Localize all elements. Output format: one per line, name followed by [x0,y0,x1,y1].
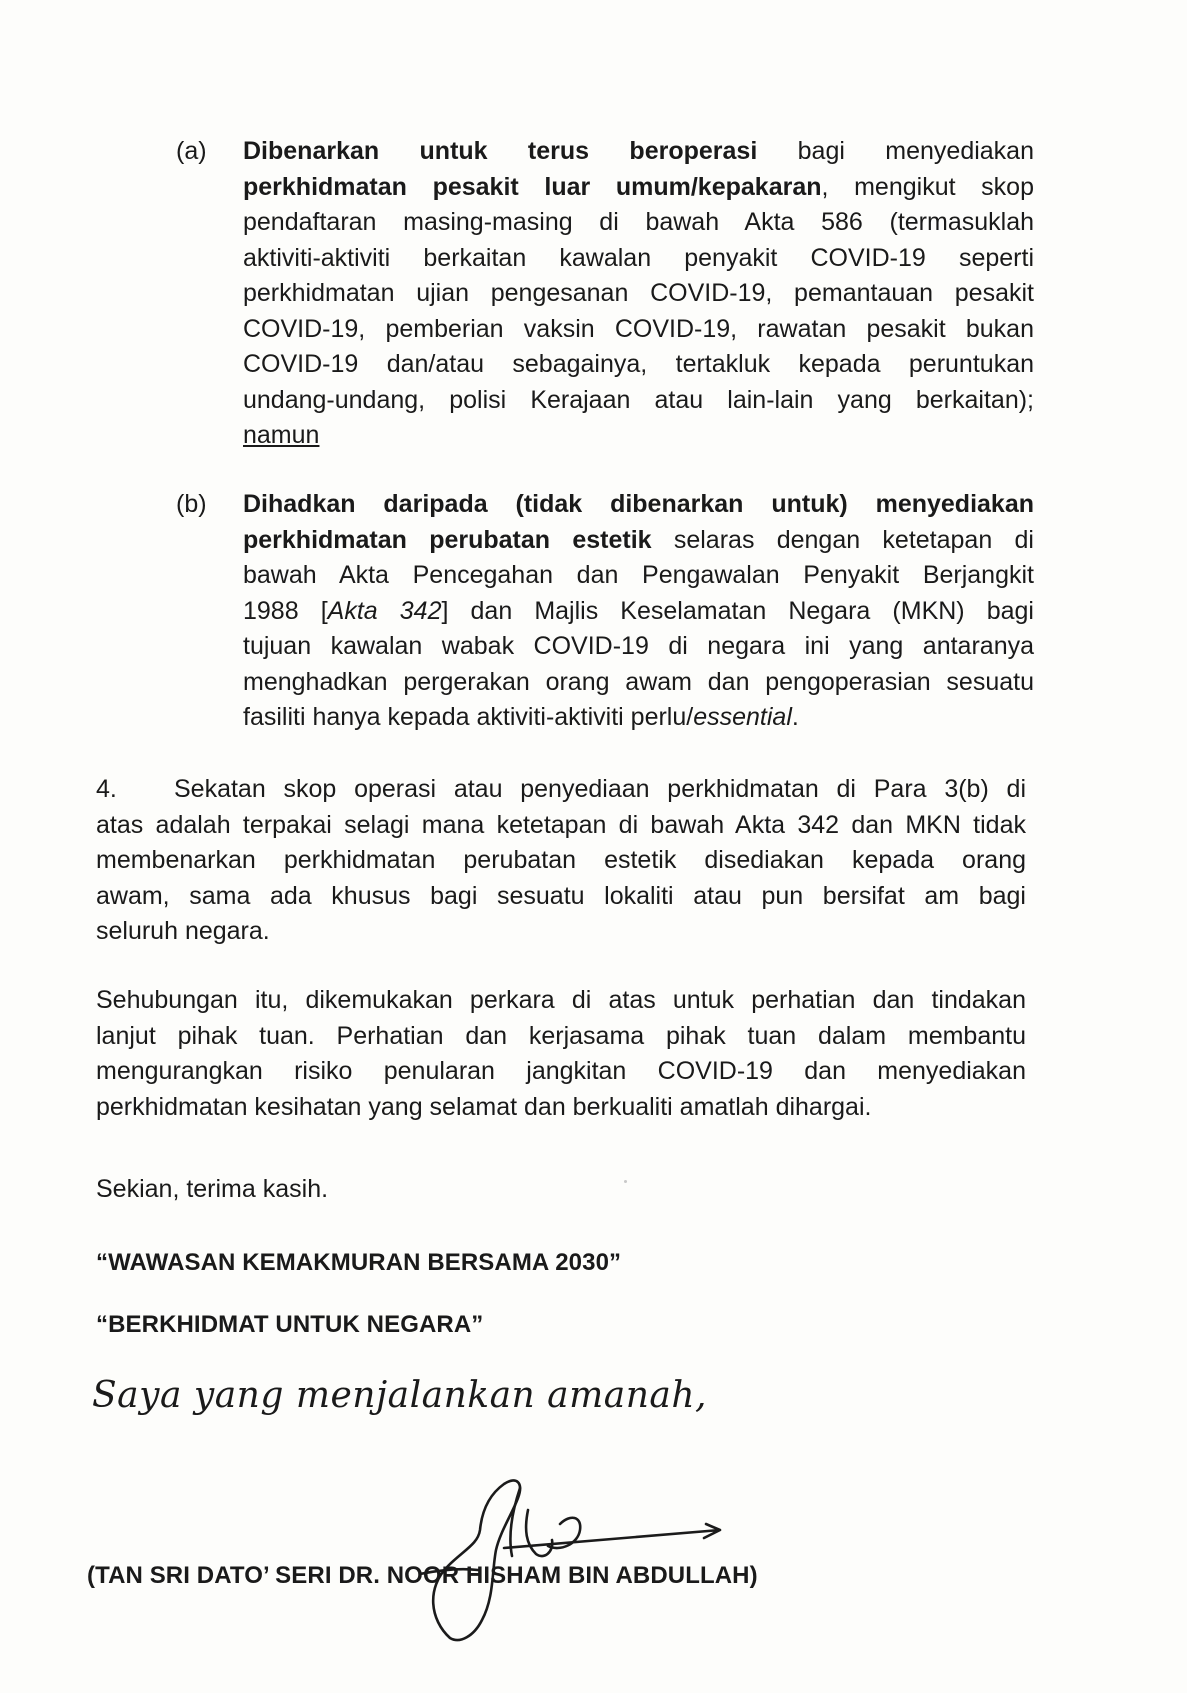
closing-paragraph-line: lanjut pihak tuan. Perhatian dan kerjasama pihak tuan dalam membantu [96,1021,1026,1050]
sub-item-a-label: (a) [176,137,207,165]
text-line: perkhidmatan perubatan estetik selaras dengan ketetapan di [243,525,1034,554]
paragraph-4-line: seluruh negara. [96,917,270,945]
sub-item-b-label: (b) [176,490,207,518]
text-line: pendaftaran masing-masing di bawah Akta 586 (termasuklah [243,208,1034,236]
closing-paragraph-line: perkhidmatan kesihatan yang selamat dan berkualiti amatlah dihargai. [96,1092,872,1121]
text-line: COVID-19, pemberian vaksin COVID-19, rawatan pesakit bukan [243,314,1034,343]
text-line: 1988 [Akta 342] dan Majlis Keselamatan Negara (MKN) bagi [243,596,1034,625]
slogan-wawasan: “WAWASAN KEMAKMURAN BERSAMA 2030” [96,1249,622,1276]
scan-speck [624,1180,627,1183]
text-line: perkhidmatan pesakit luar umum/kepakaran, mengikut skop [243,172,1034,201]
text-line: tujuan kawalan wabak COVID-19 di negara ini yang antaranya [243,632,1034,660]
text-line: bawah Akta Pencegahan dan Pengawalan Penyakit Berjangkit [243,561,1034,589]
paragraph-4-line: awam, sama ada khusus bagi sesuatu lokaliti atau pun bersifat am bagi [96,881,1026,910]
signer-name: (TAN SRI DATO’ SERI DR. NOOR HISHAM BIN ABDULLAH) [87,1562,758,1589]
sign-off-text: Sekian, terima kasih. [96,1175,329,1203]
slogan-berkhidmat: “BERKHIDMAT UNTUK NEGARA” [96,1311,484,1338]
text-line: Dihadkan daripada (tidak dibenarkan untuk) menyediakan [243,490,1034,518]
text-line: COVID-19 dan/atau sebagainya, tertakluk kepada peruntukan [243,350,1034,378]
text-line: undang-undang, polisi Kerajaan atau lain-lain yang berkaitan); [243,385,1034,414]
text-line: perkhidmatan ujian pengesanan COVID-19, pemantauan pesakit [243,279,1034,307]
paragraph-4-line: atas adalah terpakai selagi mana ketetapan di bawah Akta 342 dan MKN tidak [96,810,1026,839]
paragraph-4-number: 4. [96,775,117,803]
closing-paragraph-line: mengurangkan risiko penularan jangkitan COVID-19 dan menyediakan [96,1057,1026,1085]
handwritten-closing-line: Saya yang menjalankan amanah, [92,1375,708,1416]
paragraph-4 [96,772,1026,950]
closing-paragraph-line: Sehubungan itu, dikemukakan perkara di atas untuk perhatian dan tindakan [96,986,1026,1014]
closing-paragraph [96,983,1026,1125]
sub-item-b [176,487,1034,736]
text-line: aktiviti-aktiviti berkaitan kawalan penyakit COVID-19 seperti [243,243,1034,272]
paragraph-4-line: 4. Sekatan skop operasi atau penyediaan perkhidmatan di Para 3(b) di [96,772,1026,808]
paragraph-4-line: membenarkan perkhidmatan perubatan estetik disediakan kepada orang [96,846,1026,874]
text-line: namun [243,421,320,449]
text-line: fasiliti hanya kepada aktiviti-aktiviti perlu/essential. [243,703,799,731]
text-line: Dibenarkan untuk terus beroperasi bagi menyediakan [243,137,1034,165]
sub-item-a [176,134,1034,454]
sub-item-a-text [243,134,1034,454]
sub-item-b-text [243,487,1034,736]
text-line: menghadkan pergerakan orang awam dan pengoperasian sesuatu [243,667,1034,696]
